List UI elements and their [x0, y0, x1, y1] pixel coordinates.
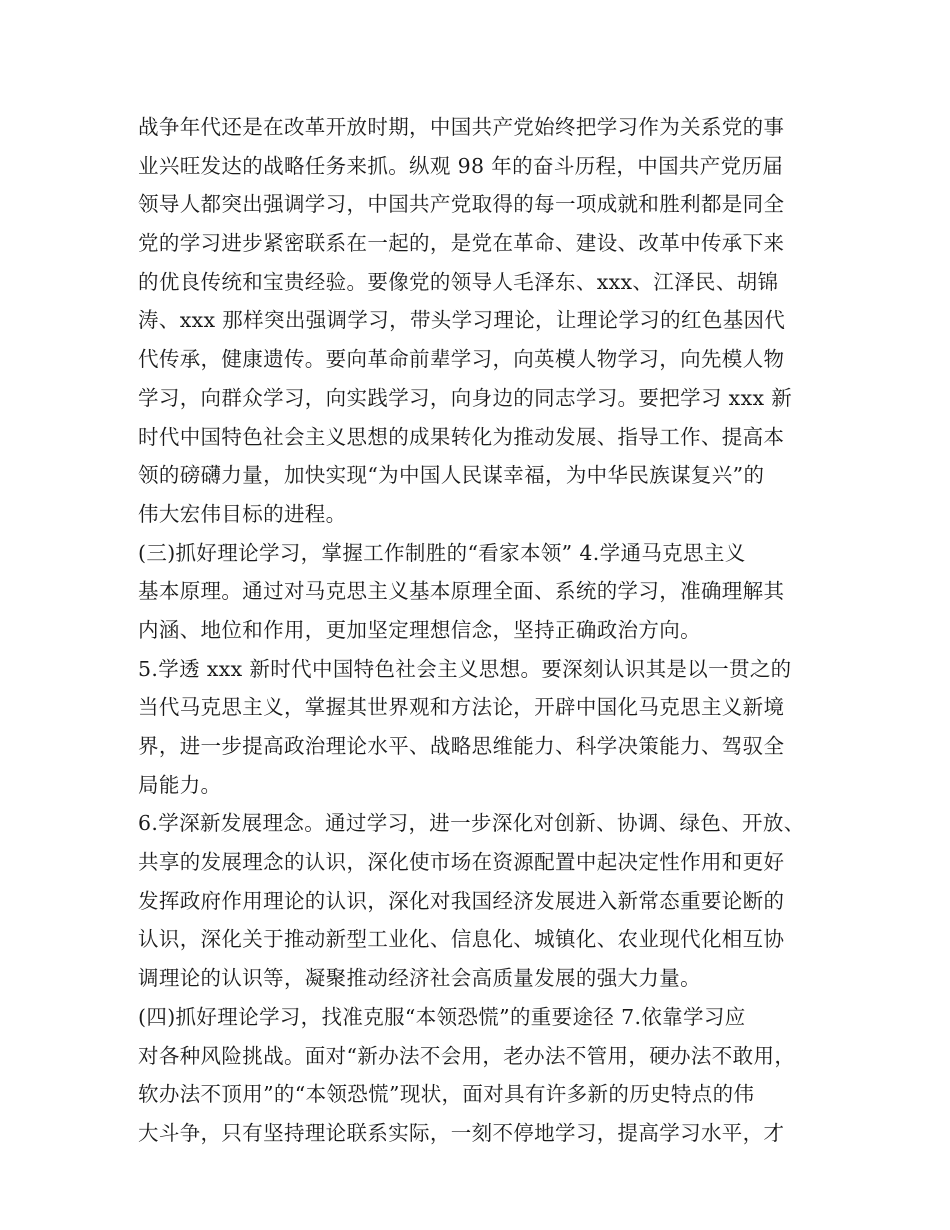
text-line: 界，进一步提高政治理论水平、战略思维能力、科学决策能力、驾驭全 [138, 734, 785, 758]
text-line: 领的磅礴力量，加快实现“为中国人民谋幸福，为中华民族谋复兴”的 [138, 463, 765, 488]
text-line: 发挥政府作用理论的认识，深化对我国经济发展进入新常态重要论断的 [138, 888, 785, 913]
text-line: 的优良传统和宝贵经验。要像党的领导人毛泽东、xxx、江泽民、胡锦 [138, 269, 779, 294]
text-line: 基本原理。通过对马克思主义基本原理全面、系统的学习，准确理解其 [138, 579, 785, 604]
text-line: 局能力。 [138, 772, 222, 797]
text-line: 业兴旺发达的战略任务来抓。纵观 98 年的奋斗历程，中国共产党历届 [138, 153, 784, 178]
text-line: 学习，向群众学习，向实践学习，向身边的同志学习。要把学习 xxx 新 [138, 385, 793, 410]
text-line: 代传承，健康遗传。要向革命前辈学习，向英模人物学习，向先模人物 [138, 347, 785, 372]
section-heading-line: (四)抓好理论学习，找准克服“本领恐慌”的重要途径 7.依靠学习应 [138, 1004, 746, 1029]
text-line: 5.学透 xxx 新时代中国特色社会主义思想。要深刻认识其是以一贯之的 [138, 656, 792, 681]
text-line: 党的学习进步紧密联系在一起的，是党在革命、建设、改革中传承下来 [138, 231, 785, 256]
text-line: 调理论的认识等，凝聚推动经济社会高质量发展的强大力量。 [138, 966, 701, 991]
text-line: 当代马克思主义，掌握其世界观和方法论，开辟中国化马克思主义新境 [138, 695, 785, 720]
text-line: 共享的发展理念的认识，深化使市场在资源配置中起决定性作用和更好 [138, 850, 785, 875]
text-line: 6.学深新发展理念。通过学习，进一步深化对创新、协调、绿色、开放、 [138, 811, 805, 836]
text-line: 伟大宏伟目标的进程。 [138, 501, 347, 526]
text-line: 领导人都突出强调学习，中国共产党取得的每一项成就和胜利都是同全 [138, 192, 785, 217]
text-line: 对各种风险挑战。面对“新办法不会用，老办法不管用，硬办法不敢用， [138, 1043, 796, 1068]
text-line: 大斗争，只有坚持理论联系实际，一刻不停地学习，提高学习水平，才 [138, 1120, 785, 1145]
text-line: 软办法不顶用”的“本领恐慌”现状，面对具有许多新的历史特点的伟 [138, 1082, 755, 1107]
body-text [138, 108, 828, 1153]
text-line: 认识，深化关于推动新型工业化、信息化、城镇化、农业现代化相互协 [138, 927, 785, 952]
text-line: 内涵、地位和作用，更加坚定理想信念，坚持正确政治方向。 [138, 617, 701, 642]
text-line: 涛、xxx 那样突出强调学习，带头学习理论，让理论学习的红色基因代 [138, 308, 786, 333]
text-line: 战争年代还是在改革开放时期，中国共产党始终把学习作为关系党的事 [138, 115, 785, 139]
section-heading-line: (三)抓好理论学习，掌握工作制胜的“看家本领” 4.学通马克思主义 [138, 540, 746, 565]
text-line: 时代中国特色社会主义思想的成果转化为推动发展、指导工作、提高本 [138, 424, 785, 449]
